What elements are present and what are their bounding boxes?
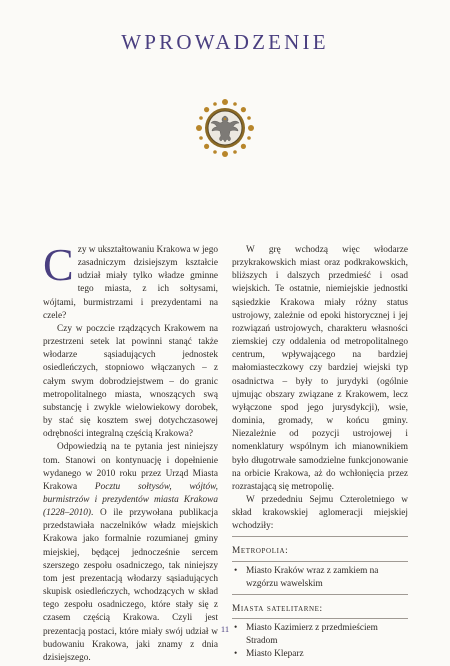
page-title: WPROWADZENIE	[121, 30, 329, 54]
paragraph-text: zy w ukształtowaniu Krakowa w jego zasadniczym dzisiejszym kształcie udział miały tylko władze gminne tego miasta, z ich sołtysami, wójtami, burmistrzami i prezydentami na czele?	[43, 245, 218, 321]
divider	[232, 594, 408, 595]
right-column	[232, 244, 408, 662]
left-column	[43, 239, 218, 665]
book-title: Pocztu sołtysów, wójtów, burmistrzów i prezydentów miasta Krakowa (1228–2010)	[43, 481, 218, 519]
list-item: • Miasto Kazimierz z przedmieściem Stradom	[232, 622, 408, 648]
section-heading: Miasta satelitarne:	[232, 603, 323, 614]
paragraph	[43, 239, 218, 323]
drop-cap: C	[43, 239, 74, 290]
paragraph: Czy w poczcie rządzących Krakowem na przestrzeni setek lat powinni stanąć także włodarze sąsiadujących jednostek osiedleńczych, stopniowo włączanych – z całym swym dobrodziejstwem – do granic metropolitalnego miasta, wnoszących swą substancję i zwykle wielowiekowy dorobek, by stać się kosztem swej dotychczasowej odrębności integralną częścią Krakowa?	[43, 323, 218, 440]
paragraph: W grę wchodzą więc włodarze przykrakowskich miast oraz podkrakowskich, bliższych i dalszych przedmieść i osad wiejskich. Te ostatnie, niemiejskie jednostki sąsiedzkie Krakowa miały różny status ustrojowy, zależnie od epoki historycznej i jej rozwiązań ustrojowych, charakteru własności ziemskiej czy oddalenia od metropolitalnego centrum, wpływającego na bardziej małomiasteczkowy czy bardziej wiejski typ osadnictwa – były to jurydyki (ogólnie ujmując obszary związane z Krakowem, lecz wyłączone spod jego jurysdykcji), wsie, dominia, gromady, w końcu gminy. Niezależnie od pozycji ustrojowej i nomenklatury wspólnym ich mianownikiem było długotrwałe samodzielne funkcjonowanie na orbicie Krakowa, aż do wchłonięcia przez rozrastającą się metropolię.	[232, 245, 408, 492]
paragraph: W przededniu Sejmu Czteroletniego w skład krakowskiej aglomeracji miejskiej wchodziły:	[232, 494, 408, 532]
divider	[232, 536, 408, 537]
divider	[232, 618, 408, 619]
paragraph-text: Odpowiedzią na te pytania jest niniejszy tom. Stanowi on kontynuację i dopełnienie wydanego w 2010 roku przez Urząd Miasta Krakowa	[43, 442, 218, 492]
list-item: • Miasto Kraków wraz z zamkiem na wzgórzu wawelskim	[232, 565, 408, 591]
bullet-list	[232, 565, 408, 591]
paragraph-text: . O ile przywołana publikacja przedstawiała naczelników władz miejskich Krakowa jako formalnie rozumianej gminy miejskiej, będącej jednocześnie sercem szerszego zespołu osadniczego, tak niniejszy tom jest prezentacją włodarzy sąsiadujących skupisk osiedleńczych, wchodzących w skład tego zespołu osadniczego, które stały się z czasem częścią Krakowa. Czyli jest prezentacją postaci, które miały swój udział w budowaniu Krakowa, jaki znamy z dnia dzisiejszego.	[43, 508, 218, 663]
divider	[232, 561, 408, 562]
eagle-emblem-icon	[193, 96, 257, 160]
page-number: 11	[220, 624, 230, 634]
section-heading: Metropolia:	[232, 546, 289, 557]
list-item: • Miasto Kleparz	[232, 648, 408, 661]
